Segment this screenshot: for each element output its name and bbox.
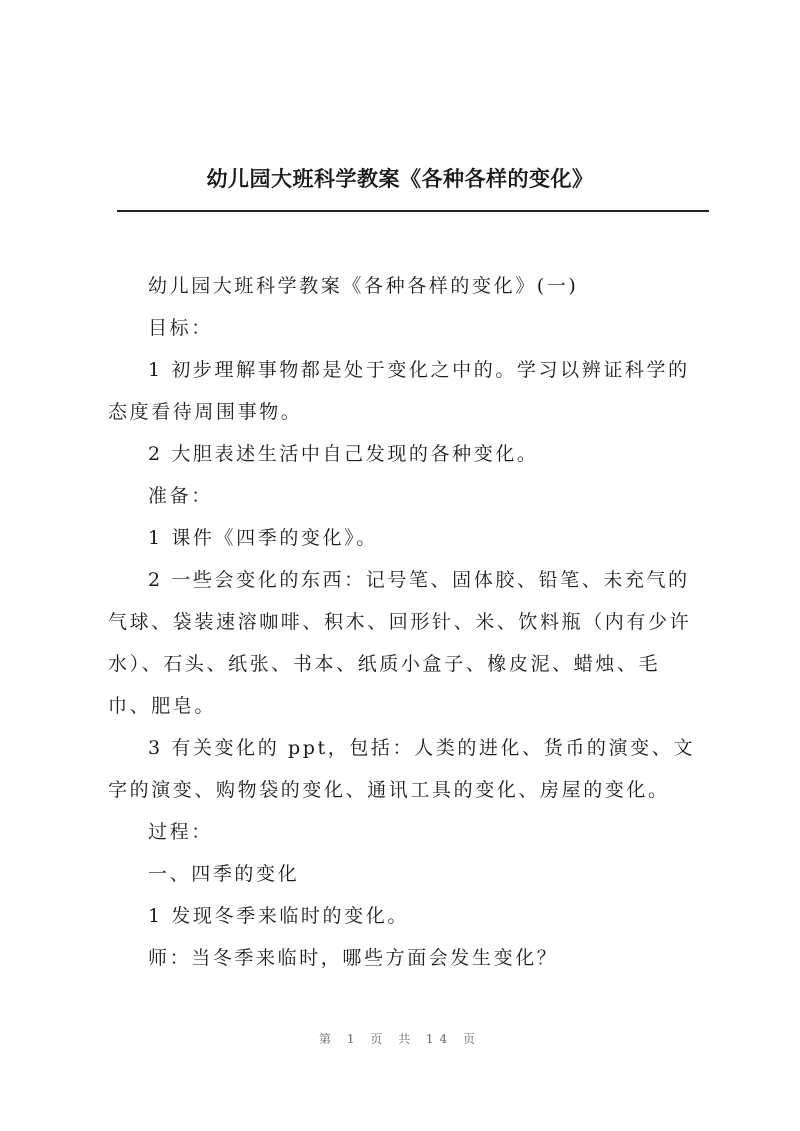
paragraph-step-1: 1 发现冬季来临时的变化。	[148, 905, 409, 927]
paragraph-section-1: 一、四季的变化	[148, 863, 300, 885]
paragraph-goal-2: 2 大胆表述生活中自己发现的各种变化。	[148, 443, 539, 465]
document-title: 幼儿园大班科学教案《各种各样的变化》	[206, 166, 594, 191]
page-footer: 第 1 页 共 14 页	[319, 1032, 481, 1046]
paragraph-goal-1: 1 初步理解事物都是处于变化之中的。学习以辨证科学的态度看待周围事物。	[108, 359, 690, 423]
paragraph-subtitle: 幼儿园大班科学教案《各种各样的变化》(一)	[148, 275, 579, 297]
document-body	[108, 265, 702, 979]
paragraph-goals-heading: 目标：	[148, 317, 213, 339]
paragraph-teacher-question: 师：当冬季来临时，哪些方面会发生变化？	[148, 947, 559, 969]
paragraph-prep-heading: 准备：	[148, 485, 213, 507]
paragraph-prep-2: 2 一些会变化的东西：记号笔、固体胶、铅笔、未充气的气球、袋装速溶咖啡、积木、回形针、米、饮料瓶（内有少许水）、石头、纸张、书本、纸质小盒子、橡皮泥、蜡烛、毛巾、肥皂。	[108, 569, 692, 717]
paragraph-prep-3: 3 有关变化的 ppt，包括：人类的进化、货币的演变、文字的演变、购物袋的变化、通讯工具的变化、房屋的变化。	[108, 737, 695, 801]
paragraph-prep-1: 1 课件《四季的变化》。	[148, 527, 378, 549]
paragraph-process-heading: 过程：	[148, 821, 213, 843]
title-divider	[117, 210, 709, 212]
